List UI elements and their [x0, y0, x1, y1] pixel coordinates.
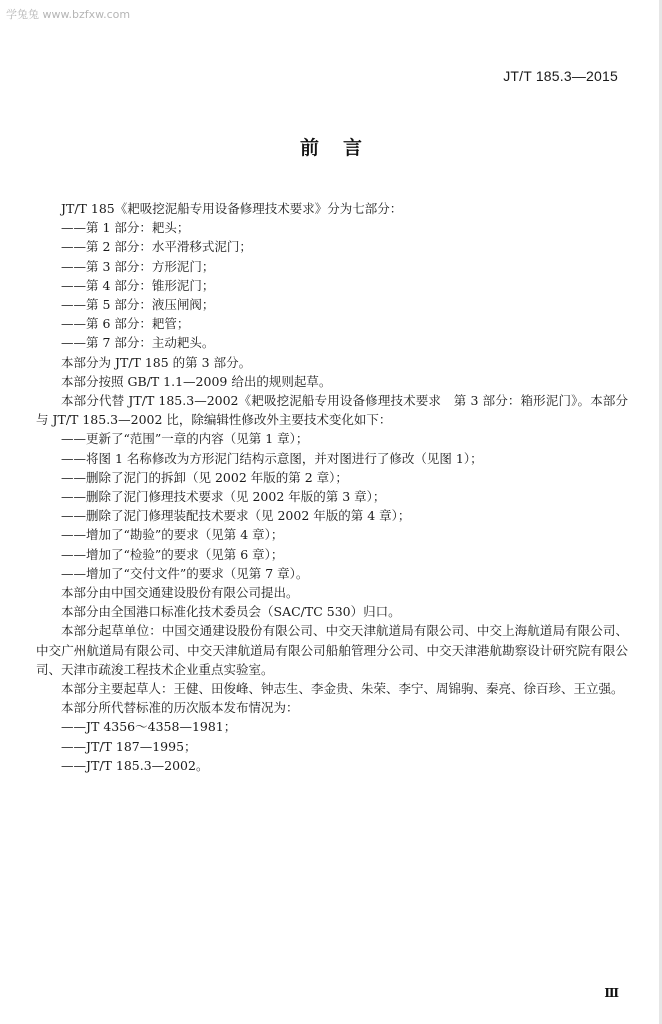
change-item: ——增加了“交付文件”的要求（见第 7 章）。	[61, 565, 309, 581]
change-item: ——将图 1 名称修改为方形泥门结构示意图，并对图进行了修改（见图 1）；	[61, 450, 483, 466]
change-item: ——更新了“范围”一章的内容（见第 1 章）；	[61, 431, 309, 447]
paragraph-drafting-units: 本部分起草单位：中国交通建设股份有限公司、中交天津航道局有限公司、中交上海航道局有限公司、中交广州航道局有限公司、中交天津航道局有限公司船舶管理分公司、中交天津港航勘察设计研究院有限公司、天津市疏浚工程技术企业重点实验室。	[36, 623, 628, 677]
page-number: Ⅲ	[604, 986, 619, 1000]
list-item: ——第 1 部分：耙头；	[61, 220, 190, 236]
history-item: ——JT/T 187—1995；	[61, 738, 197, 754]
paragraph: 本部分按照 GB/T 1.1—2009 给出的规则起草。	[61, 373, 332, 389]
change-item: ——增加了“勘验”的要求（见第 4 章）；	[61, 527, 284, 543]
list-item: ——第 4 部分：锥形泥门；	[61, 277, 215, 293]
standard-number: JT/T 185.3—2015	[503, 68, 618, 84]
list-item: ——第 7 部分：主动耙头。	[61, 335, 215, 351]
list-item: ——第 6 部分：耙管；	[61, 316, 190, 332]
watermark: 学兔兔 www.bzfxw.com	[6, 8, 131, 21]
paragraph-committee: 本部分由全国港口标准化技术委员会（SAC/TC 530）归口。	[61, 604, 401, 620]
change-item: ——删除了泥门修理技术要求（见 2002 年版的第 3 章）；	[61, 489, 386, 505]
list-item: ——第 2 部分：水平滑移式泥门；	[61, 239, 252, 255]
paragraph-replacement: 本部分代替 JT/T 185.3—2002《耙吸挖泥船专用设备修理技术要求 第 3 部分：箱形泥门》。本部分与 JT/T 185.3—2002 比，除编辑性修改外主要技术变化如下：	[36, 393, 628, 428]
history-item: ——JT 4356～4358—1981；	[61, 719, 237, 735]
history-item: ——JT/T 185.3—2002。	[61, 757, 209, 773]
paragraph-drafters: 本部分主要起草人：王健、田俊峰、钟志生、李金贵、朱荣、李宁、周锦驹、秦亮、徐百珍、王立强。	[61, 681, 624, 697]
page-title: 前言	[299, 137, 386, 159]
paragraph-proposer: 本部分由中国交通建设股份有限公司提出。	[61, 585, 299, 601]
preface-body	[36, 199, 628, 775]
change-item: ——删除了泥门修理装配技术要求（见 2002 年版的第 4 章）；	[61, 508, 411, 524]
change-item: ——增加了“检验”的要求（见第 6 章）；	[61, 546, 284, 562]
paragraph: 本部分为 JT/T 185 的第 3 部分。	[61, 354, 252, 370]
change-item: ——删除了泥门的拆卸（见 2002 年版的第 2 章）；	[61, 469, 348, 485]
list-item: ——第 3 部分：方形泥门；	[61, 258, 215, 274]
list-item: ——第 5 部分：液压闸阀；	[61, 297, 215, 313]
paragraph-intro: JT/T 185《耙吸挖泥船专用设备修理技术要求》分为七部分：	[61, 201, 403, 216]
paragraph-history: 本部分所代替标准的历次版本发布情况为：	[61, 700, 299, 716]
